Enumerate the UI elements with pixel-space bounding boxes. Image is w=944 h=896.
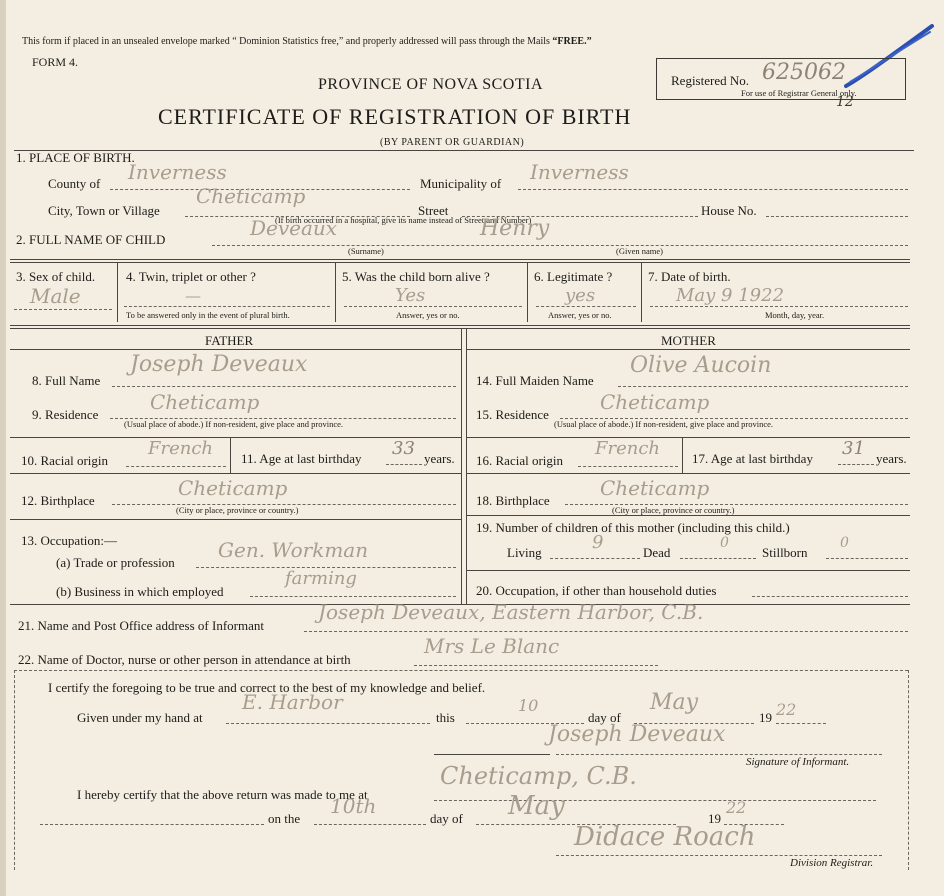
father-name-label: 8. Full Name (32, 373, 101, 388)
mother-name-line (618, 386, 908, 387)
father-name-line (112, 386, 456, 387)
dob-caption: Month, day, year. (765, 310, 825, 320)
father-residence-value: Cheticamp (150, 390, 260, 414)
mother-racial-divider (682, 437, 683, 473)
sex-value: Male (30, 284, 81, 308)
mother-birthplace-caption: (City or place, province or country.) (612, 505, 735, 515)
trade-value: Gen. Workman (218, 538, 369, 562)
mother-racial-line (578, 466, 678, 467)
child-name-line (212, 245, 908, 246)
father-age-label: 11. Age at last birthday (241, 451, 362, 466)
row3-divider-1 (117, 262, 118, 322)
alive-caption: Answer, yes or no. (396, 310, 460, 320)
municipality-value: Inverness (530, 160, 629, 184)
twin-value: — (185, 286, 201, 305)
living-line (550, 558, 640, 559)
stamp-number: 12 (836, 94, 854, 110)
mother-age-label: 17. Age at last birthday (692, 451, 813, 466)
mail-notice-free: “FREE.” (552, 36, 592, 47)
dob-line (650, 306, 908, 307)
cert-top-dashes (14, 670, 908, 671)
twin-label: 4. Twin, triplet or other ? (126, 269, 256, 284)
mother-age-line (838, 464, 874, 465)
on-the-leading-dashes (40, 824, 264, 825)
living-label: Living (507, 545, 542, 560)
county-label: County of (48, 176, 101, 191)
made-at-value: Cheticamp, C.B. (440, 762, 637, 790)
house-label: House No. (701, 203, 757, 218)
dob-value: May 9 1922 (676, 285, 785, 306)
province-heading: PROVINCE OF NOVA SCOTIA (318, 76, 544, 93)
hereby-text: I hereby certify that the above return was made to me at (77, 787, 368, 802)
stillborn-line (826, 558, 908, 559)
informant-signature: Joseph Deveaux (548, 722, 726, 747)
informant-sig-caption: Signature of Informant. (746, 756, 850, 768)
legit-line (536, 306, 636, 307)
informant-value: Joseph Deveaux, Eastern Harbor, C.B. (318, 600, 704, 624)
mail-notice (22, 37, 592, 47)
row3-top-rule (10, 259, 910, 260)
stillborn-label: Stillborn (762, 545, 808, 560)
day-of-label: day of (588, 710, 621, 725)
parents-divider (461, 328, 462, 604)
registered-label: Registered No. (671, 73, 749, 88)
child-surname-value: Deveaux (250, 216, 338, 240)
father-racial-divider (230, 437, 231, 473)
father-name-value: Joseph Deveaux (130, 352, 308, 377)
on-day-line (314, 824, 426, 825)
father-heading: FATHER (205, 333, 254, 348)
given-place-value: E. Harbor (242, 690, 343, 714)
father-birthplace-rule (10, 519, 462, 520)
mother-occupation-label: 20. Occupation, if other than household duties (476, 583, 717, 598)
parents-top-rule (10, 325, 910, 326)
doctor-line (414, 665, 658, 666)
sex-label: 3. Sex of child. (16, 269, 96, 284)
twin-caption: To be answered only in the event of plural birth. (126, 310, 290, 320)
page-edge (0, 0, 6, 896)
mother-occupation-line (752, 596, 908, 597)
informant-label: 21. Name and Post Office address of Informant (18, 618, 264, 633)
house-line (766, 216, 908, 217)
mother-residence-value: Cheticamp (600, 390, 710, 414)
year-prefix: 19 (759, 710, 772, 725)
father-racial-bottom-rule (10, 473, 462, 474)
year-line (776, 723, 826, 724)
mother-birthplace-value: Cheticamp (600, 476, 710, 500)
hospital-note: (If birth occurred in a hospital, give its name instead of Street and Number) (275, 215, 532, 225)
registered-number: 625062 (762, 60, 846, 85)
given-caption: (Given name) (616, 246, 663, 256)
mother-name-label: 14. Full Maiden Name (476, 373, 594, 388)
month2-value: May (508, 791, 565, 821)
day-value: 10 (518, 696, 539, 715)
legit-caption: Answer, yes or no. (548, 310, 612, 320)
dob-label: 7. Date of birth. (648, 269, 731, 284)
row3-divider-3 (527, 262, 528, 322)
father-occupation-label: 13. Occupation:— (21, 533, 118, 548)
dead-line (680, 558, 756, 559)
this-label: this (436, 710, 455, 725)
father-racial-value: French (148, 438, 214, 459)
cert-left-dashes (14, 670, 15, 870)
living-value: 9 (592, 532, 604, 553)
legit-value: yes (565, 285, 596, 306)
given-under-label: Given under my hand at (77, 710, 203, 725)
father-age-line (386, 464, 422, 465)
surname-caption: (Surname) (348, 246, 384, 256)
mother-birthplace-label: 18. Birthplace (476, 493, 550, 508)
certify-text: I certify the foregoing to be true and correct to the best of my knowledge and belief. (48, 680, 486, 695)
place-section-label: 1. PLACE OF BIRTH. (16, 150, 135, 165)
mother-years-label: years. (876, 451, 907, 466)
mother-racial-bottom-rule (466, 473, 910, 474)
cert-right-dashes (908, 670, 909, 870)
legit-label: 6. Legitimate ? (534, 269, 613, 284)
municipality-line (518, 189, 908, 190)
mother-age-value: 31 (842, 438, 865, 459)
business-line (250, 596, 456, 597)
dead-value: 0 (720, 535, 729, 551)
given-place-line (226, 723, 430, 724)
made-at-line (434, 800, 876, 801)
children-label: 19. Number of children of this mother (including this child.) (476, 520, 790, 535)
mother-residence-label: 15. Residence (476, 407, 549, 422)
registrar-note: For use of Registrar General only. (741, 88, 857, 98)
child-given-value: Henry (480, 216, 550, 241)
street-label: Street (418, 203, 449, 218)
signature-line (556, 754, 882, 755)
signature-rule-left (434, 754, 550, 755)
informant-line (304, 631, 908, 632)
stillborn-value: 0 (840, 535, 849, 551)
alive-label: 5. Was the child born alive ? (342, 269, 490, 284)
municipality-label: Municipality of (420, 176, 502, 191)
alive-value: Yes (395, 285, 426, 306)
doctor-value: Mrs Le Blanc (424, 634, 560, 658)
father-years-label: years. (424, 451, 455, 466)
father-birthplace-value: Cheticamp (178, 476, 288, 500)
month-value: May (650, 690, 699, 715)
row3-divider-2 (335, 262, 336, 322)
alive-line (344, 306, 522, 307)
parents-divider-2 (466, 328, 467, 604)
business-label: (b) Business in which employed (56, 584, 224, 599)
registrar-line (556, 855, 882, 856)
page-title: CERTIFICATE OF REGISTRATION OF BIRTH (158, 104, 632, 129)
father-residence-label: 9. Residence (32, 407, 99, 422)
county-value: Inverness (128, 160, 227, 184)
mother-birthplace-rule (466, 515, 910, 516)
business-value: farming (285, 568, 357, 589)
father-age-value: 33 (392, 438, 415, 459)
day-of-label-2: day of (430, 811, 463, 826)
top-rule (14, 150, 914, 151)
father-birthplace-label: 12. Birthplace (21, 493, 95, 508)
sex-line (14, 309, 112, 310)
row3-top-rule-2 (10, 262, 910, 263)
mail-notice-text: This form if placed in an unsealed envelope marked “ Dominion Statistics free,” and properly addressed will pass through the Mails (22, 36, 553, 47)
form-number: FORM 4. (32, 55, 79, 69)
child-name-label: 2. FULL NAME OF CHILD (16, 232, 166, 247)
mother-residence-caption: (Usual place of abode.) If non-resident, give place and province. (554, 419, 774, 429)
city-label: City, Town or Village (48, 203, 160, 218)
year2-prefix: 19 (708, 811, 721, 826)
year-value: 22 (776, 700, 797, 719)
on-day-value: 10th (330, 794, 377, 818)
mother-name-value: Olive Aucoin (630, 353, 772, 378)
registrar-caption: Division Registrar. (790, 857, 874, 869)
twin-line (124, 306, 330, 307)
registrar-signature: Didace Roach (574, 822, 756, 852)
father-residence-caption: (Usual place of abode.) If non-resident, give place and province. (124, 419, 344, 429)
mother-racial-label: 16. Racial origin (476, 453, 564, 468)
year2-value: 22 (726, 798, 747, 817)
father-racial-label: 10. Racial origin (21, 453, 109, 468)
mother-heading: MOTHER (661, 333, 716, 348)
mother-racial-value: French (595, 438, 661, 459)
father-heading-rule (10, 349, 462, 350)
mother-children-rule (466, 570, 910, 571)
father-birthplace-caption: (City or place, province or country.) (176, 505, 299, 515)
page-subtitle: (BY PARENT OR GUARDIAN) (380, 137, 525, 148)
on-the-label: on the (268, 811, 301, 826)
parents-top-rule-2 (10, 328, 910, 329)
trade-label: (a) Trade or profession (56, 555, 175, 570)
city-value: Cheticamp (196, 184, 306, 208)
mother-heading-rule (466, 349, 910, 350)
row3-divider-4 (641, 262, 642, 322)
doctor-label: 22. Name of Doctor, nurse or other person in attendance at birth (18, 652, 351, 667)
dead-label: Dead (643, 545, 671, 560)
father-racial-line (126, 466, 226, 467)
